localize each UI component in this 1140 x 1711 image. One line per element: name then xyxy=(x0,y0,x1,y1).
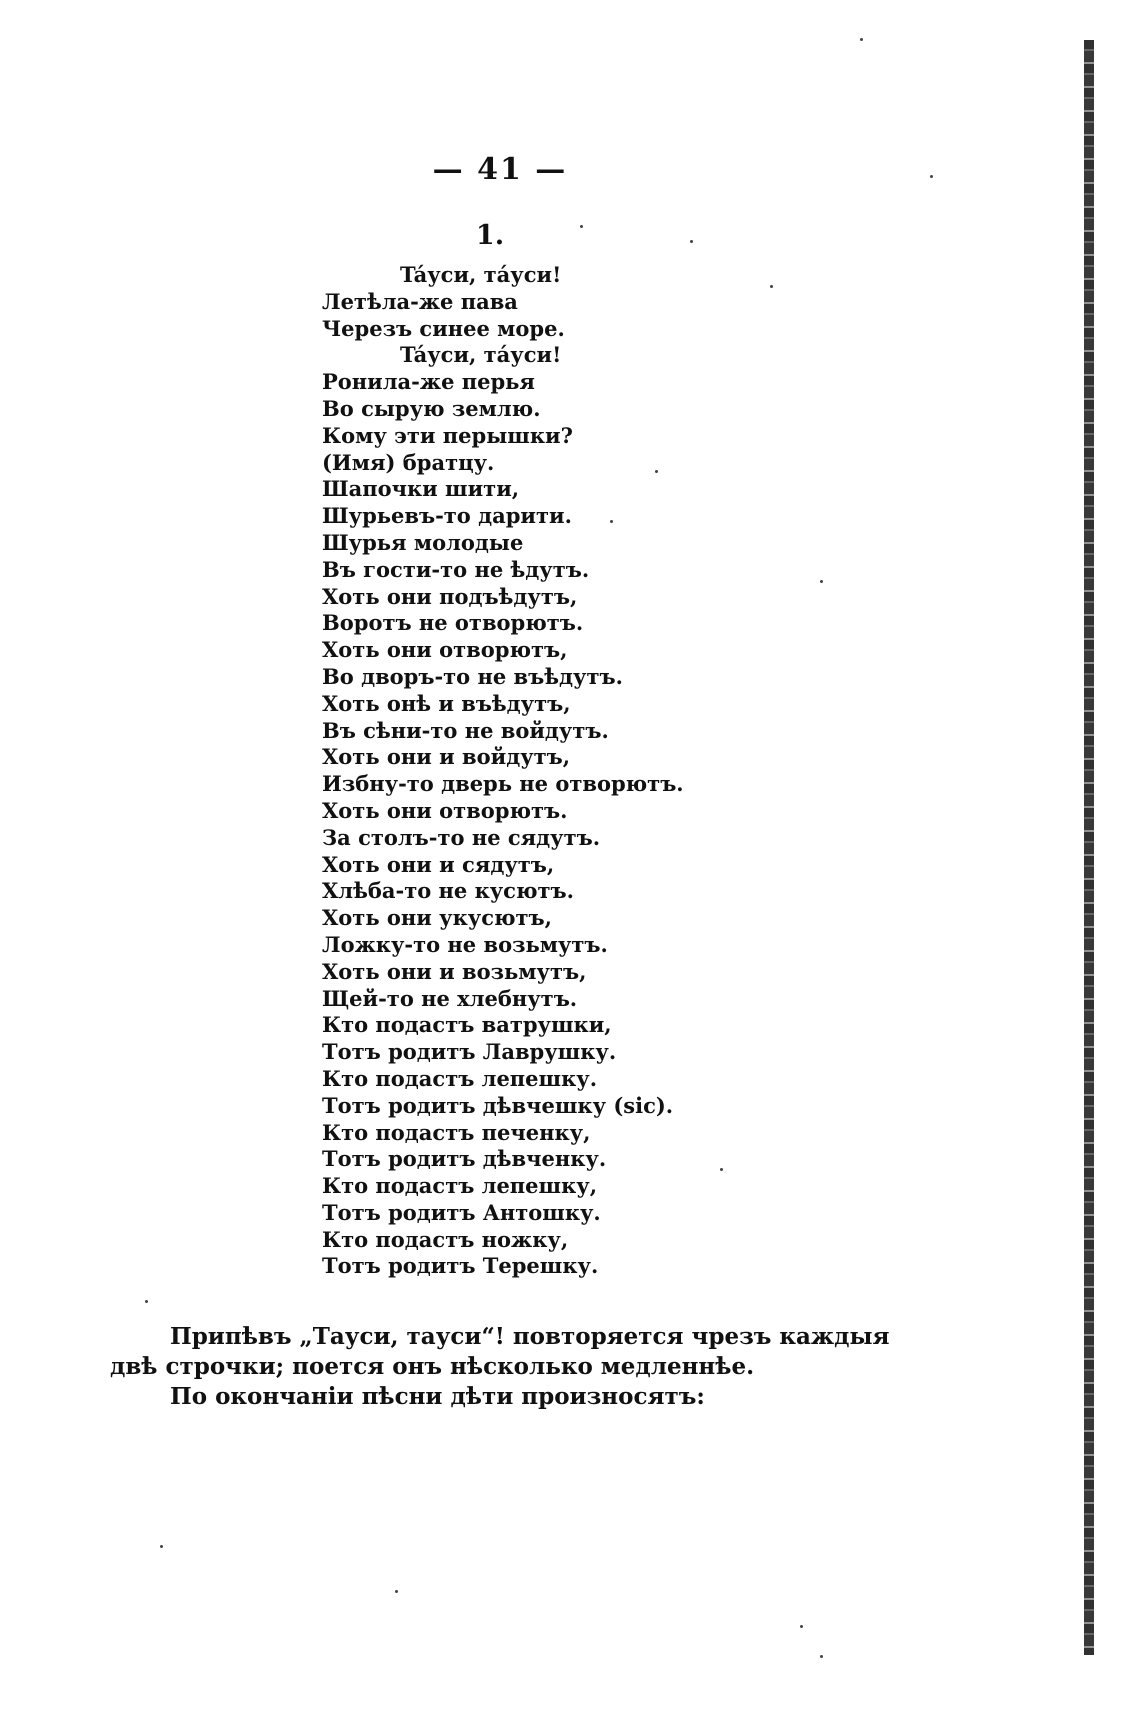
scan-speck xyxy=(720,1168,723,1171)
verse-line: Хоть они отворютъ. xyxy=(322,797,568,823)
song-verse xyxy=(322,262,684,1280)
scan-speck xyxy=(770,285,773,288)
verse-line: Хлѣба-то не кусютъ. xyxy=(322,878,574,904)
verse-line: Тотъ родитъ Лаврушку. xyxy=(322,1039,617,1065)
verse-line: Шапочки шити, xyxy=(322,476,520,502)
verse-line: Шурья молодые xyxy=(322,529,524,555)
verse-line: Въ гости-то не ѣдутъ. xyxy=(322,556,590,582)
scan-speck xyxy=(820,580,823,583)
song-number: 1. xyxy=(475,220,505,251)
verse-line: Шурьевъ-то дарити. xyxy=(322,503,572,529)
verse-line: Кому эти перышки? xyxy=(322,422,573,448)
refrain-note: Припѣвъ „Тауси, тауси“! повторяется чрезъ каждыя двѣ строчки; поется онъ нѣсколько медленнѣе. xyxy=(110,1323,890,1380)
verse-line: Избну-то дверь не отворютъ. xyxy=(322,771,684,797)
scan-speck xyxy=(930,175,933,178)
scan-speck xyxy=(800,1625,803,1628)
scan-speck xyxy=(395,1590,398,1593)
verse-line: Хоть они и возьмутъ, xyxy=(322,958,587,984)
verse-line: Хоть онѣ и въѣдутъ, xyxy=(322,690,571,716)
verse-line: Во дворъ-то не въѣдутъ. xyxy=(322,663,623,689)
scan-speck xyxy=(690,240,693,243)
verse-line: Во сырую землю. xyxy=(322,395,541,421)
verse-line: Тотъ родитъ дѣвченку. xyxy=(322,1146,607,1172)
verse-line: Кто подастъ лепешку, xyxy=(322,1173,598,1199)
verse-line: За столъ-то не сядутъ. xyxy=(322,824,601,850)
verse-line: Кто подастъ лепешку. xyxy=(322,1065,598,1091)
verse-line: Хоть они и войдутъ, xyxy=(322,744,571,770)
verse-line: Кто подастъ ножку, xyxy=(322,1226,569,1252)
verse-line: Хоть они укусютъ, xyxy=(322,905,552,931)
verse-line: Хоть они отворютъ, xyxy=(322,637,568,663)
verse-line: Кто подастъ печенку, xyxy=(322,1119,591,1145)
verse-line: Хоть они и сядутъ, xyxy=(322,851,555,877)
verse-line: Ронила-же перья xyxy=(322,369,535,395)
verse-line: Щей-то не хлебнутъ. xyxy=(322,985,578,1011)
scan-speck xyxy=(655,470,658,473)
verse-line: Хоть они подъѣдутъ, xyxy=(322,583,578,609)
verse-line: Ложку-то не возьмутъ. xyxy=(322,931,608,957)
scan-speck xyxy=(580,225,583,228)
verse-line: Летѣла-же пава xyxy=(322,288,518,314)
verse-line: Воротъ не отворютъ. xyxy=(322,610,584,636)
verse-line: Тотъ родитъ Терешку. xyxy=(322,1253,599,1279)
verse-line: Тотъ родитъ Антошку. xyxy=(322,1199,601,1225)
verse-line: Въ сѣни-то не войдутъ. xyxy=(322,717,609,743)
scan-speck xyxy=(860,38,863,41)
verse-line: Кто подастъ ватрушки, xyxy=(322,1012,612,1038)
verse-line: (Имя) братцу. xyxy=(322,449,495,475)
notes-block xyxy=(110,1322,890,1412)
page-edge-scan-stripe xyxy=(1084,40,1094,1655)
scan-speck xyxy=(820,1655,823,1658)
verse-line: Черезъ синее море. xyxy=(322,315,565,341)
verse-refrain-line: Táуси, тáуси! xyxy=(400,262,562,287)
scan-speck xyxy=(145,1300,148,1303)
page-number: — 41 — xyxy=(432,152,568,187)
verse-refrain-line: Táуси, тáуси! xyxy=(400,342,562,368)
ending-note: По окончанiи пѣсни дѣти произносятъ: xyxy=(170,1383,705,1410)
scan-speck xyxy=(610,520,613,523)
verse-line: Тотъ родитъ дѣвчешку (sic). xyxy=(322,1092,674,1118)
scan-speck xyxy=(160,1545,163,1548)
